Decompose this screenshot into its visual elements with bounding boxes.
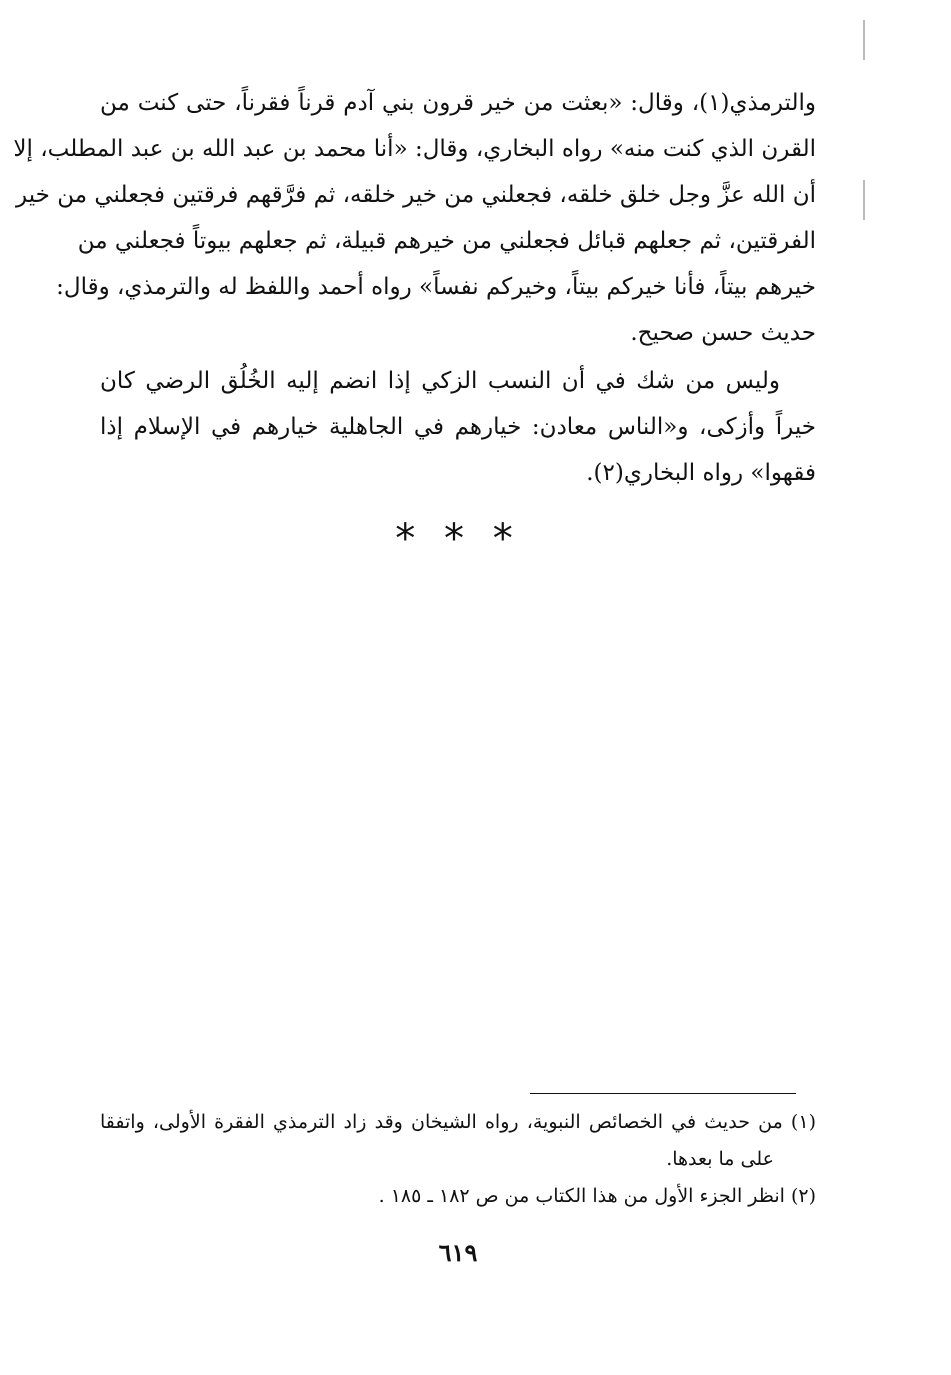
text-line: وليس من شك في أن النسب الزكي إذا انضم إليه الخُلُق الرضي كان [100, 368, 780, 394]
text-line: خيراً وأزكى، و«الناس معادن: خيارهم في الجاهلية خيارهم في الإسلام إذا [100, 414, 816, 440]
scan-edge-mark [863, 20, 865, 60]
footnote-line: على ما بعدها. [666, 1148, 774, 1170]
text-line: حديث حسن صحيح. [630, 320, 816, 346]
text-line: والترمذي(١)، وقال: «بعثت من خير قرون بني آدم قرناً فقرناً، حتى كنت من [100, 90, 816, 116]
text-line: القرن الذي كنت منه» رواه البخاري، وقال: «أنا محمد بن عبد الله بن عبد المطلب، إلا [13, 136, 816, 162]
footnote-1 [100, 1104, 816, 1178]
footnote-line: (١) من حديث في الخصائص النبوية، رواه الشيخان وقد زاد الترمذي الفقرة الأولى، واتفقا [100, 1111, 816, 1133]
paragraph-1 [13, 80, 816, 356]
text-line: الفرقتين، ثم جعلهم قبائل فجعلني من خيرهم قبيلة، ثم جعلهم بيوتاً فجعلني من [77, 228, 816, 254]
text-line: فقهوا» رواه البخاري(٢). [586, 460, 816, 486]
text-line: خيرهم بيتاً، فأنا خيركم بيتاً، وخيركم نفساً» رواه أحمد واللفظ له والترمذي، وقال: [56, 274, 816, 300]
section-separator: * * * [395, 516, 521, 562]
footnote-2 [100, 1178, 816, 1215]
footnote-line: (٢) انظر الجزء الأول من هذا الكتاب من ص ١٨٢ ـ ١٨٥ . [378, 1185, 816, 1207]
text-line: أن الله عزَّ وجل خلق خلقه، فجعلني من خير خلقه، ثم فرَّقهم فرقتين فجعلني من خير [16, 182, 816, 208]
paragraph-2 [100, 358, 816, 496]
footnote-divider [530, 1093, 796, 1094]
page-number: ٦١٩ [438, 1238, 478, 1267]
scan-edge-mark [863, 180, 865, 220]
